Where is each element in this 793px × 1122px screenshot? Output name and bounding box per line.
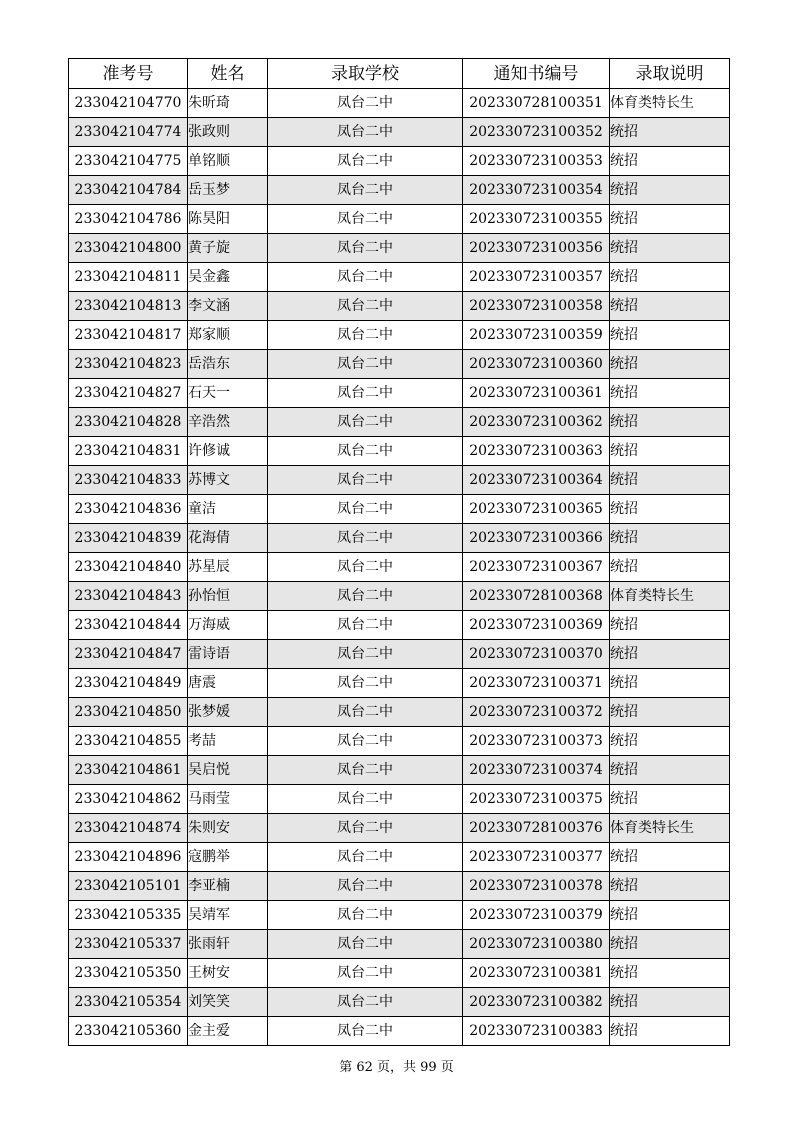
cell-exam-number: 233042104849	[69, 669, 188, 698]
cell-exam-number: 233042105335	[69, 901, 188, 930]
cell-school: 凤台二中	[268, 640, 463, 669]
cell-admission-note: 统招	[610, 350, 730, 379]
table-row	[69, 118, 730, 147]
cell-school: 凤台二中	[268, 727, 463, 756]
cell-notice-number: 202330723100380	[463, 930, 610, 959]
header-notice-number: 通知书编号	[463, 59, 610, 89]
cell-admission-note: 统招	[610, 379, 730, 408]
header-school: 录取学校	[268, 59, 463, 89]
cell-notice-number: 202330723100382	[463, 988, 610, 1017]
table-row	[69, 495, 730, 524]
cell-admission-note: 体育类特长生	[610, 582, 730, 611]
cell-name: 黄子旋	[188, 234, 268, 263]
table-row	[69, 930, 730, 959]
table-row	[69, 785, 730, 814]
cell-notice-number: 202330728100368	[463, 582, 610, 611]
cell-admission-note: 统招	[610, 118, 730, 147]
cell-exam-number: 233042104770	[69, 89, 188, 118]
cell-notice-number: 202330728100376	[463, 814, 610, 843]
cell-school: 凤台二中	[268, 524, 463, 553]
table-row	[69, 321, 730, 350]
cell-exam-number: 233042104800	[69, 234, 188, 263]
cell-exam-number: 233042105350	[69, 959, 188, 988]
cell-school: 凤台二中	[268, 698, 463, 727]
table-row	[69, 89, 730, 118]
cell-exam-number: 233042104817	[69, 321, 188, 350]
cell-exam-number: 233042104843	[69, 582, 188, 611]
table-row	[69, 176, 730, 205]
cell-notice-number: 202330723100369	[463, 611, 610, 640]
table-row	[69, 611, 730, 640]
cell-notice-number: 202330723100378	[463, 872, 610, 901]
cell-school: 凤台二中	[268, 89, 463, 118]
cell-notice-number: 202330723100362	[463, 408, 610, 437]
cell-admission-note: 体育类特长生	[610, 814, 730, 843]
cell-name: 张梦媛	[188, 698, 268, 727]
cell-admission-note: 统招	[610, 495, 730, 524]
cell-name: 马雨莹	[188, 785, 268, 814]
cell-school: 凤台二中	[268, 147, 463, 176]
cell-notice-number: 202330723100367	[463, 553, 610, 582]
cell-school: 凤台二中	[268, 785, 463, 814]
cell-school: 凤台二中	[268, 495, 463, 524]
header-exam-number: 准考号	[69, 59, 188, 89]
cell-exam-number: 233042104861	[69, 756, 188, 785]
cell-name: 吴启悦	[188, 756, 268, 785]
cell-notice-number: 202330723100365	[463, 495, 610, 524]
cell-notice-number: 202330723100358	[463, 292, 610, 321]
cell-notice-number: 202330723100383	[463, 1017, 610, 1046]
cell-notice-number: 202330723100356	[463, 234, 610, 263]
cell-name: 李文涵	[188, 292, 268, 321]
cell-school: 凤台二中	[268, 408, 463, 437]
table-row	[69, 292, 730, 321]
table-row	[69, 959, 730, 988]
cell-admission-note: 统招	[610, 176, 730, 205]
cell-admission-note: 统招	[610, 959, 730, 988]
table-header-row	[69, 59, 730, 89]
cell-admission-note: 统招	[610, 669, 730, 698]
cell-notice-number: 202330723100377	[463, 843, 610, 872]
cell-admission-note: 统招	[610, 234, 730, 263]
cell-name: 石天一	[188, 379, 268, 408]
cell-school: 凤台二中	[268, 1017, 463, 1046]
cell-name: 雷诗语	[188, 640, 268, 669]
cell-admission-note: 统招	[610, 843, 730, 872]
cell-school: 凤台二中	[268, 988, 463, 1017]
table-row	[69, 147, 730, 176]
cell-notice-number: 202330723100372	[463, 698, 610, 727]
cell-admission-note: 统招	[610, 437, 730, 466]
cell-name: 朱则安	[188, 814, 268, 843]
cell-admission-note: 统招	[610, 205, 730, 234]
cell-notice-number: 202330723100359	[463, 321, 610, 350]
cell-admission-note: 统招	[610, 727, 730, 756]
cell-name: 许修诚	[188, 437, 268, 466]
cell-notice-number: 202330723100352	[463, 118, 610, 147]
cell-notice-number: 202330723100375	[463, 785, 610, 814]
cell-name: 童洁	[188, 495, 268, 524]
cell-notice-number: 202330723100357	[463, 263, 610, 292]
table-row	[69, 524, 730, 553]
cell-name: 辛浩然	[188, 408, 268, 437]
cell-school: 凤台二中	[268, 901, 463, 930]
cell-name: 万海威	[188, 611, 268, 640]
cell-exam-number: 233042104840	[69, 553, 188, 582]
admission-table	[68, 58, 730, 1046]
cell-school: 凤台二中	[268, 263, 463, 292]
cell-name: 张政则	[188, 118, 268, 147]
cell-name: 郑家顺	[188, 321, 268, 350]
cell-name: 吴金鑫	[188, 263, 268, 292]
cell-exam-number: 233042104827	[69, 379, 188, 408]
cell-notice-number: 202330723100373	[463, 727, 610, 756]
table-row	[69, 901, 730, 930]
cell-name: 李亚楠	[188, 872, 268, 901]
cell-school: 凤台二中	[268, 379, 463, 408]
cell-name: 吴靖军	[188, 901, 268, 930]
cell-admission-note: 统招	[610, 611, 730, 640]
cell-notice-number: 202330723100370	[463, 640, 610, 669]
cell-school: 凤台二中	[268, 553, 463, 582]
cell-school: 凤台二中	[268, 582, 463, 611]
cell-school: 凤台二中	[268, 872, 463, 901]
cell-school: 凤台二中	[268, 930, 463, 959]
table-row	[69, 727, 730, 756]
cell-name: 寇鹏举	[188, 843, 268, 872]
cell-admission-note: 统招	[610, 408, 730, 437]
cell-notice-number: 202330723100364	[463, 466, 610, 495]
cell-notice-number: 202330723100355	[463, 205, 610, 234]
cell-school: 凤台二中	[268, 176, 463, 205]
cell-exam-number: 233042104833	[69, 466, 188, 495]
cell-exam-number: 233042104847	[69, 640, 188, 669]
cell-admission-note: 统招	[610, 988, 730, 1017]
cell-admission-note: 统招	[610, 553, 730, 582]
cell-admission-note: 统招	[610, 872, 730, 901]
table-row	[69, 669, 730, 698]
cell-admission-note: 统招	[610, 321, 730, 350]
table-row	[69, 379, 730, 408]
cell-name: 岳玉梦	[188, 176, 268, 205]
cell-name: 考喆	[188, 727, 268, 756]
table-row	[69, 843, 730, 872]
cell-exam-number: 233042104774	[69, 118, 188, 147]
cell-notice-number: 202330723100371	[463, 669, 610, 698]
cell-admission-note: 统招	[610, 292, 730, 321]
cell-admission-note: 统招	[610, 930, 730, 959]
cell-name: 岳浩东	[188, 350, 268, 379]
cell-school: 凤台二中	[268, 437, 463, 466]
cell-school: 凤台二中	[268, 292, 463, 321]
cell-name: 王树安	[188, 959, 268, 988]
cell-name: 金主爱	[188, 1017, 268, 1046]
table-row	[69, 205, 730, 234]
cell-exam-number: 233042105360	[69, 1017, 188, 1046]
cell-name: 苏博文	[188, 466, 268, 495]
header-admission-note: 录取说明	[610, 59, 730, 89]
cell-notice-number: 202330723100363	[463, 437, 610, 466]
cell-exam-number: 233042104823	[69, 350, 188, 379]
cell-exam-number: 233042105354	[69, 988, 188, 1017]
cell-admission-note: 统招	[610, 524, 730, 553]
table-row	[69, 988, 730, 1017]
cell-exam-number: 233042104855	[69, 727, 188, 756]
table-row	[69, 350, 730, 379]
cell-name: 孙怡恒	[188, 582, 268, 611]
cell-exam-number: 233042104811	[69, 263, 188, 292]
cell-notice-number: 202330723100353	[463, 147, 610, 176]
cell-admission-note: 统招	[610, 1017, 730, 1046]
table-row	[69, 234, 730, 263]
cell-school: 凤台二中	[268, 843, 463, 872]
cell-school: 凤台二中	[268, 118, 463, 147]
cell-name: 花海倩	[188, 524, 268, 553]
cell-notice-number: 202330723100360	[463, 350, 610, 379]
page-footer: 第 62 页，共 99 页	[339, 1060, 454, 1075]
cell-exam-number: 233042104784	[69, 176, 188, 205]
cell-name: 朱昕琦	[188, 89, 268, 118]
cell-school: 凤台二中	[268, 959, 463, 988]
table-row	[69, 640, 730, 669]
cell-notice-number: 202330723100354	[463, 176, 610, 205]
cell-admission-note: 统招	[610, 901, 730, 930]
cell-exam-number: 233042104836	[69, 495, 188, 524]
cell-exam-number: 233042104896	[69, 843, 188, 872]
cell-exam-number: 233042104844	[69, 611, 188, 640]
table-row	[69, 872, 730, 901]
cell-notice-number: 202330723100381	[463, 959, 610, 988]
cell-notice-number: 202330728100351	[463, 89, 610, 118]
cell-admission-note: 统招	[610, 147, 730, 176]
cell-notice-number: 202330723100361	[463, 379, 610, 408]
table-row	[69, 408, 730, 437]
cell-exam-number: 233042104839	[69, 524, 188, 553]
cell-exam-number: 233042105101	[69, 872, 188, 901]
table-row	[69, 466, 730, 495]
table-row	[69, 698, 730, 727]
cell-exam-number: 233042104775	[69, 147, 188, 176]
cell-school: 凤台二中	[268, 350, 463, 379]
cell-exam-number: 233042105337	[69, 930, 188, 959]
cell-exam-number: 233042104813	[69, 292, 188, 321]
cell-name: 单铭顺	[188, 147, 268, 176]
cell-notice-number: 202330723100374	[463, 756, 610, 785]
cell-school: 凤台二中	[268, 466, 463, 495]
cell-admission-note: 统招	[610, 466, 730, 495]
cell-school: 凤台二中	[268, 669, 463, 698]
cell-exam-number: 233042104850	[69, 698, 188, 727]
table-row	[69, 814, 730, 843]
cell-admission-note: 统招	[610, 640, 730, 669]
cell-notice-number: 202330723100379	[463, 901, 610, 930]
table-body	[69, 89, 730, 1046]
cell-school: 凤台二中	[268, 756, 463, 785]
cell-name: 张雨轩	[188, 930, 268, 959]
cell-exam-number: 233042104786	[69, 205, 188, 234]
cell-exam-number: 233042104874	[69, 814, 188, 843]
cell-school: 凤台二中	[268, 611, 463, 640]
cell-name: 唐震	[188, 669, 268, 698]
cell-admission-note: 统招	[610, 785, 730, 814]
table-row	[69, 756, 730, 785]
table-row	[69, 1017, 730, 1046]
cell-admission-note: 统招	[610, 756, 730, 785]
cell-school: 凤台二中	[268, 205, 463, 234]
header-name: 姓名	[188, 59, 268, 89]
cell-admission-note: 体育类特长生	[610, 89, 730, 118]
cell-exam-number: 233042104831	[69, 437, 188, 466]
cell-exam-number: 233042104828	[69, 408, 188, 437]
cell-name: 刘笑笑	[188, 988, 268, 1017]
cell-school: 凤台二中	[268, 321, 463, 350]
table-row	[69, 263, 730, 292]
cell-name: 苏星辰	[188, 553, 268, 582]
table-row	[69, 553, 730, 582]
cell-name: 陈昊阳	[188, 205, 268, 234]
table-row	[69, 582, 730, 611]
cell-school: 凤台二中	[268, 814, 463, 843]
cell-school: 凤台二中	[268, 234, 463, 263]
cell-admission-note: 统招	[610, 698, 730, 727]
cell-exam-number: 233042104862	[69, 785, 188, 814]
cell-notice-number: 202330723100366	[463, 524, 610, 553]
cell-admission-note: 统招	[610, 263, 730, 292]
table-row	[69, 437, 730, 466]
